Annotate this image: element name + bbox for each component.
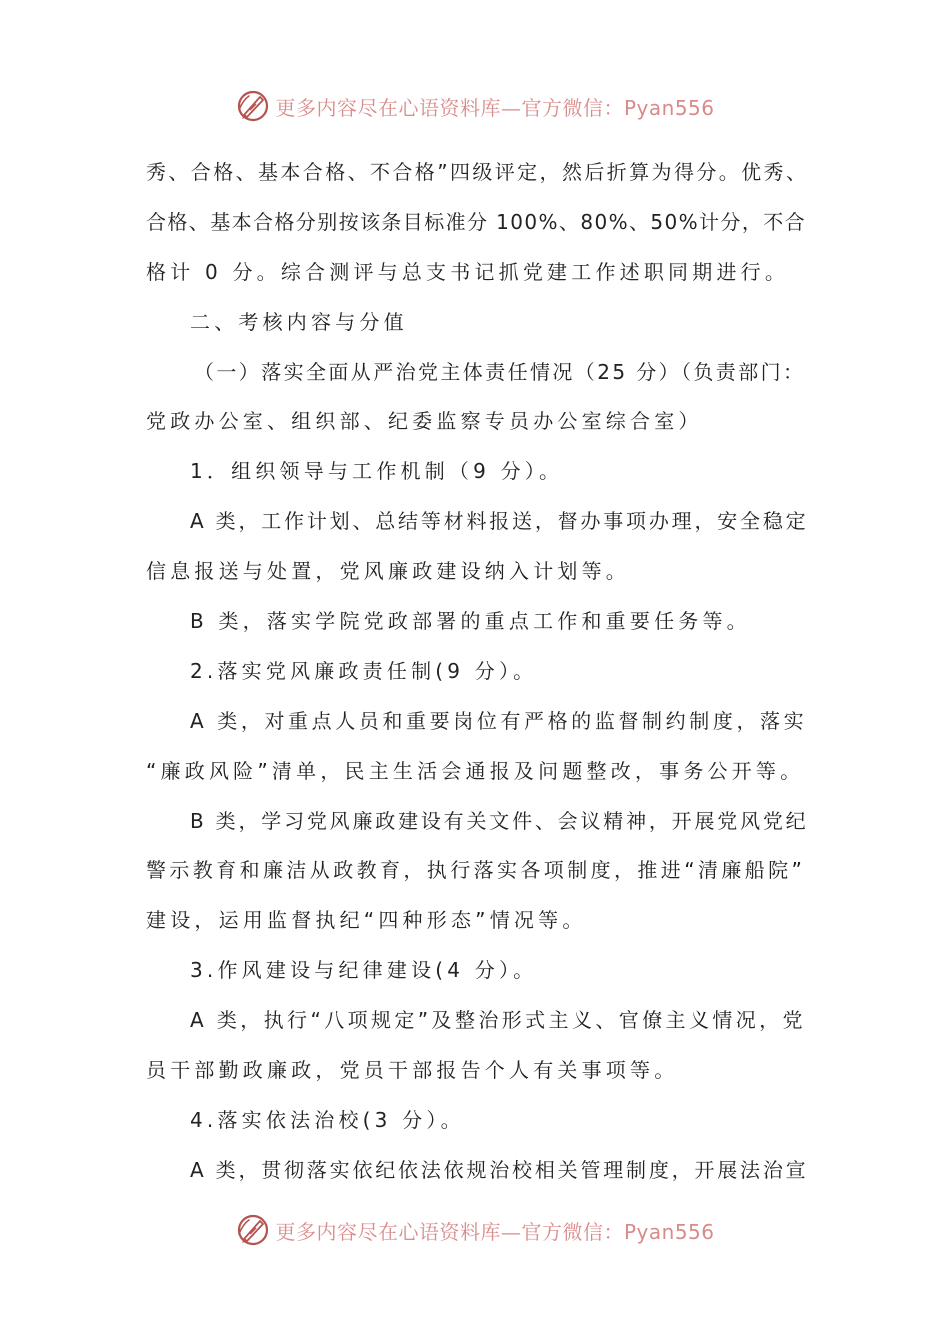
- item-heading: 4.落实依法治校(3 分）。: [190, 1107, 465, 1132]
- footer-watermark-banner: [0, 1208, 950, 1252]
- quill-pen-logo-icon: [235, 1212, 271, 1248]
- body-line: 警示教育和廉洁从政教育，执行落实各项制度，推进“清廉船院”: [146, 858, 806, 883]
- body-line: 格计 0 分。综合测评与总支书记抓党建工作述职同期进行。: [146, 259, 790, 284]
- body-line: 党政办公室、组织部、纪委监察专员办公室综合室）: [146, 409, 703, 434]
- wechat-id: Pyan556: [623, 1219, 715, 1244]
- section-heading: 二、考核内容与分值: [190, 309, 408, 334]
- body-line: B 类，学习党风廉政建设有关文件、会议精神，开展党风党纪: [190, 808, 809, 833]
- body-line: 合格、基本合格分别按该条目标准分 100%、80%、50%计分，不合: [146, 209, 807, 234]
- body-line: 建设，运用监督执纪“四种形态”情况等。: [146, 908, 587, 933]
- body-line: A 类，执行“八项规定”及整治形式主义、官僚主义情况，党: [190, 1008, 806, 1033]
- subsection-heading: （一）落实全面从严治党主体责任情况（25 分）（负责部门：: [194, 359, 806, 384]
- wechat-id: Pyan556: [623, 95, 715, 120]
- footer-watermark-text: [275, 1216, 714, 1245]
- body-line: 信息报送与处置，党风廉政建设纳入计划等。: [146, 559, 630, 584]
- header-watermark-banner: [0, 84, 950, 128]
- document-body: [146, 148, 810, 1196]
- body-line: “廉政风险”清单，民主生活会通报及问题整改，事务公开等。: [146, 758, 805, 783]
- watermark-label: 更多内容尽在心语资料库—官方微信：: [275, 95, 624, 120]
- header-watermark-text: [275, 92, 714, 121]
- quill-pen-logo-icon: [235, 88, 271, 124]
- body-line: 秀、合格、基本合格、不合格”四级评定，然后折算为得分。优秀、: [146, 160, 809, 184]
- item-heading: 2.落实党风廉政责任制(9 分）。: [190, 658, 538, 683]
- body-line: A 类，工作计划、总结等材料报送，督办事项办理，安全稳定: [190, 509, 809, 534]
- item-heading: 1．组织领导与工作机制（9 分）。: [190, 459, 564, 484]
- body-line: 员干部勤政廉政，党员干部报告个人有关事项等。: [146, 1058, 679, 1083]
- watermark-label: 更多内容尽在心语资料库—官方微信：: [275, 1219, 624, 1244]
- body-line: B 类，落实学院党政部署的重点工作和重要任务等。: [190, 609, 751, 634]
- body-line: A 类，对重点人员和重要岗位有严格的监督制约制度，落实: [190, 708, 808, 733]
- body-line: A 类，贯彻落实依纪依法依规治校相关管理制度，开展法治宣: [190, 1157, 809, 1182]
- item-heading: 3.作风建设与纪律建设(4 分）。: [190, 958, 538, 983]
